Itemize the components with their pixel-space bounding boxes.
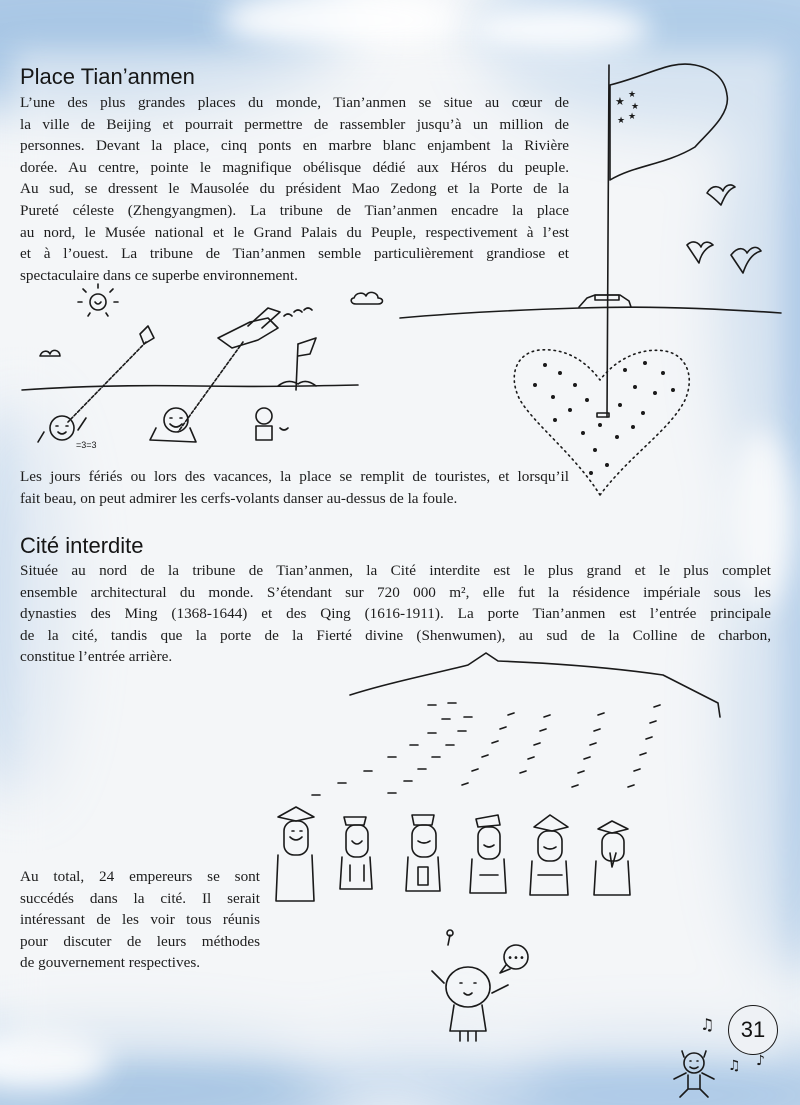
kid-1-face: [56, 426, 68, 434]
emperor-6: [594, 821, 630, 895]
paragraph-line: de la cité, tandis que la porte de la Fierté divine (Shenwumen), au sud de la Colline de charbon,: [20, 626, 771, 644]
speech-bubble-dots: •••: [507, 953, 525, 964]
caption-line: fait beau, on peut admirer les cerfs-volants danser au-dessus de la foule.: [20, 489, 458, 507]
kid-1-arms: [38, 418, 86, 442]
section-title-cite-interdite: Cité interdite: [20, 533, 144, 558]
paragraph-line: L’une des plus grandes places du monde, Tian’anmen se situe au cœur de: [20, 94, 569, 111]
kid-1-head: [50, 416, 74, 440]
flag-stars: [615, 90, 639, 126]
caption-line: Les jours fériés ou lors des vacances, la place se remplit de touristes, et lorsqu’il: [20, 468, 569, 485]
sun-smile: [95, 302, 101, 304]
bird-2: [687, 242, 713, 263]
bird-1: [707, 185, 735, 205]
tribune: [579, 295, 631, 307]
cloud-left: [40, 350, 60, 356]
flag-square-illustration: [395, 55, 785, 500]
svg-text:★: ★: [617, 116, 626, 126]
palace-roof-outline: [350, 653, 720, 717]
music-note-icon: ♪: [756, 1053, 765, 1069]
paragraph-line: et à l’ouest. La tribune de Tian’anmen semble particulièrement grandiose et: [20, 245, 569, 263]
aside-line: pour discuter de leurs méthodes: [20, 932, 260, 950]
horizon-line: [400, 307, 781, 318]
aside-line: succédés dans la cité. Il serait: [20, 889, 260, 907]
kites-illustration: [18, 282, 390, 452]
emperors-illustration: [268, 645, 738, 1045]
flag: [610, 64, 727, 180]
emperor-2: [340, 817, 372, 889]
paragraph-line: dynasties des Ming (1368-1644) et des Qing (1616-1911). La porte Tian’anmen est l’entrée principale: [20, 605, 771, 623]
paragraph-line: la ville de Beijing et pourrait permettre de rassembler jusqu’à un million de: [20, 115, 569, 133]
paragraph-line: dorée. Au centre, pointe le magnifique obélisque dédié aux Héros du peuple.: [20, 158, 569, 176]
svg-text:★: ★: [615, 95, 625, 108]
svg-text:★: ★: [631, 102, 640, 112]
section-title-tiananmen: Place Tian’anmen: [20, 64, 195, 89]
speaker-figure: [432, 930, 508, 1041]
paragraph-line: ensemble architectural du monde. S’étendant sur 720 000 m², elle fut la résidence impériale sous les: [20, 583, 771, 601]
crowd-dots: [534, 362, 674, 474]
emperor-5: [530, 815, 568, 895]
aside-line: intéressant de les voir tous réunis: [20, 911, 260, 929]
kid-3-head: [256, 408, 272, 424]
kid-shirt-text: =3=3: [76, 440, 97, 450]
music-note-icon: ♫: [728, 1058, 741, 1074]
paragraph-line: Située au nord de la tribune de Tian’anmen, la Cité interdite est le plus grand et le plus complet: [20, 562, 771, 579]
emperor-3: [406, 815, 440, 891]
small-flag: [298, 338, 316, 356]
sun-icon: [90, 294, 106, 310]
paragraph-line: Pureté céleste (Zhengyangmen). La tribune de Tian’anmen encadre la place: [20, 201, 569, 219]
paragraph-line: spectaculaire dans ce superbe environnement.: [20, 266, 298, 284]
kid-2-body: [150, 428, 196, 442]
kid-2-head: [164, 408, 188, 432]
svg-text:★: ★: [628, 90, 637, 100]
dancing-kid: [674, 1051, 714, 1097]
flag-pole: [607, 65, 609, 417]
paragraph-line: Au sud, se dressent le Mausolée du président Mao Zedong et la Porte de la: [20, 180, 569, 198]
bird-3: [731, 247, 761, 273]
paragraph-line: constitue l’entrée arrière.: [20, 648, 173, 666]
paragraph-line: personnes. Devant la place, cinq ponts en marbre blanc enjambent la Rivière: [20, 137, 569, 155]
kid-2-face: [170, 418, 182, 427]
aside-line: Au total, 24 empereurs se sont: [20, 868, 260, 885]
bird-kite: [218, 308, 280, 348]
kite-string-1: [68, 342, 146, 422]
emperors-aside: [20, 866, 260, 974]
cloud-right: [351, 292, 382, 304]
wind-marks: [284, 308, 312, 316]
kid-3-body: [256, 426, 272, 440]
ground-line: [22, 385, 358, 390]
small-kite: [140, 326, 154, 344]
page-number: 31: [728, 1005, 778, 1055]
aside-line: de gouvernement respectives.: [20, 954, 201, 972]
courtyard-dashes: [312, 703, 660, 795]
kites-caption: [20, 466, 569, 509]
sun-rays: [78, 284, 118, 316]
svg-text:★: ★: [628, 112, 637, 122]
kid-3-mark: [280, 428, 288, 430]
emperor-4: [470, 815, 506, 893]
paragraph-line: au nord, le Musée national et le Grand Palais du Peuple, respectivement à l’est: [20, 223, 569, 241]
music-note-icon: ♫: [700, 1015, 715, 1034]
emperor-1: [276, 807, 314, 901]
